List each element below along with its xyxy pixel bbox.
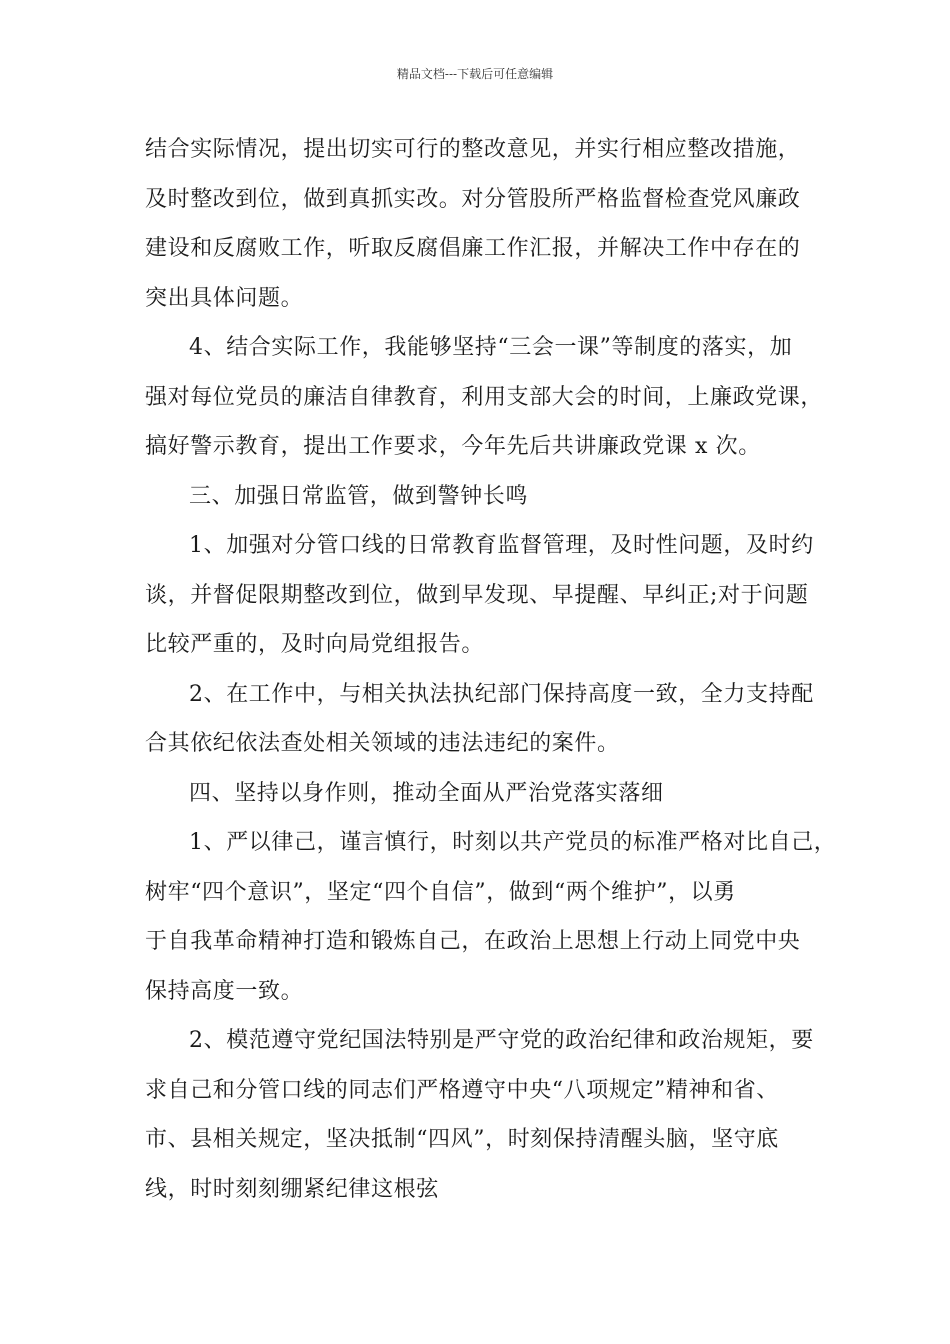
- page-header: 精品文档---下载后可任意编辑: [396, 67, 554, 81]
- body-line: 于自我革命精神打造和锻炼自己，在政治上思想上行动上同党中央: [145, 929, 801, 954]
- body-line: 及时整改到位，做到真抓实改。对分管股所严格监督检查党风廉政: [145, 186, 801, 212]
- body-line: 结合实际情况，提出切实可行的整改意见，并实行相应整改措施，: [145, 137, 801, 162]
- body-line: 谈，并督促限期整改到位，做到早发现、早提醒、早纠正;对于问题: [145, 582, 809, 608]
- body-line: 建设和反腐败工作，听取反腐倡廉工作汇报，并解决工作中存在的: [145, 236, 801, 261]
- body-line: 保持高度一致。: [145, 978, 304, 1004]
- body-line: 合其依纪依法查处相关领域的违法违纪的案件。: [145, 731, 620, 756]
- section-heading: 四、坚持以身作则，推动全面从严治党落实落细: [189, 780, 664, 806]
- document-body: [145, 125, 837, 1214]
- body-line: 线，时时刻刻绷紧纪律这根弦: [145, 1176, 439, 1202]
- body-line: 强对每位党员的廉洁自律教育，利用支部大会的时间，上廉政党课，: [145, 384, 824, 410]
- body-line: 市、县相关规定，坚决抵制“四风”，时刻保持清醒头脑，坚守底: [145, 1127, 779, 1152]
- body-line: 树牢“四个意识”，坚定“四个自信”，做到“两个维护”，以勇: [145, 879, 736, 905]
- body-line: 突出具体问题。: [145, 285, 304, 311]
- body-line: 比较严重的，及时向局党组报告。: [145, 632, 485, 657]
- body-line: 2、模范遵守党纪国法特别是严守党的政治纪律和政治规矩，要: [189, 1028, 814, 1053]
- body-line: 2、在工作中，与相关执法执纪部门保持高度一致，全力支持配: [189, 681, 814, 707]
- section-heading: 三、加强日常监管，做到警钟长鸣: [189, 483, 529, 509]
- body-line: 1、加强对分管口线的日常教育监督管理，及时性问题，及时约: [189, 533, 814, 558]
- body-line: 求自己和分管口线的同志们严格遵守中央“八项规定”精神和省、: [145, 1077, 779, 1103]
- body-line: 搞好警示教育，提出工作要求，今年先后共讲廉政党课 x 次。: [145, 434, 761, 459]
- body-line: 1、严以律己，谨言慎行，时刻以共产党员的标准严格对比自己，: [189, 830, 837, 855]
- body-line: 4、结合实际工作，我能够坚持“三会一课”等制度的落实，加: [189, 335, 793, 360]
